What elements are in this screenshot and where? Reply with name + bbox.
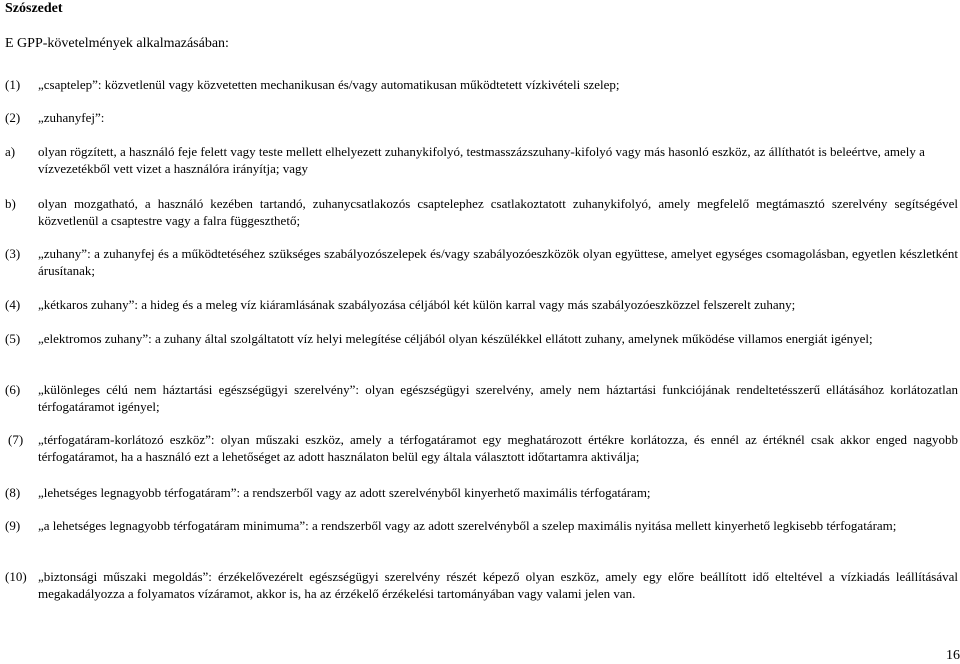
- item-text: „lehetséges legnagyobb térfogatáram”: a rendszerből vagy az adott szerelvényből kinyerhető maximális térfogatáram;: [38, 485, 651, 500]
- item-text: „térfogatáram-korlátozó eszköz”: olyan műszaki eszköz, amely a térfogatáramot egy meghatározott értékre korlátozza, és ennél az értéknél csak akkor enged nagyobb térfogatáramot, ha a használó ezt a lehetőséget az adott használaton belül egy általa választott időtartamra aktiválja;: [38, 432, 958, 464]
- item-number: a): [5, 144, 16, 159]
- item-number: (4): [5, 297, 21, 312]
- item-text: „a lehetséges legnagyobb térfogatáram minimuma”: a rendszerből vagy az adott szerelvényből a szelep maximális nyitása mellett kinyerhető legkisebb térfogatáram;: [38, 518, 897, 533]
- page-title: Szószedet: [5, 1, 63, 16]
- item-text: „különleges célú nem háztartási egészségügyi szerelvény”: olyan egészségügyi szerelvény, amely nem háztartási funkciójának rendeltetésszerű ellátásához korlátozatlan térfogatáramot igényel;: [38, 382, 958, 414]
- item-number: (10): [5, 569, 27, 584]
- item-text: „zuhany”: a zuhanyfej és a működtetéséhez szükséges szabályozószelepek és/vagy szabályozóeszközök olyan együttese, amelyet egységes csomagolásban, egyetlen készletként árusítanak;: [38, 246, 958, 278]
- item-text: „zuhanyfej”:: [38, 110, 105, 125]
- item-number: (1): [5, 77, 21, 92]
- item-text: olyan rögzített, a használó feje felett vagy teste mellett elhelyezett zuhanykifolyó, testmasszázszuhany-kifolyó vagy más hasonló eszköz, az állíthatót is beleértve, amely a vízvezetékből vett vizet a használóra irányítja; vagy: [38, 144, 925, 176]
- item-number: (5): [5, 331, 21, 346]
- item-number: (9): [5, 518, 21, 533]
- page-number: 16: [946, 648, 960, 663]
- item-text: „csaptelep”: közvetlenül vagy közvetetten mechanikusan és/vagy automatikusan működtetett vízkivételi szelep;: [38, 77, 620, 92]
- item-number: (7): [8, 432, 24, 447]
- item-number: (2): [5, 110, 21, 125]
- item-text: olyan mozgatható, a használó kezében tartandó, zuhanycsatlakozós csaptelephez csatlakoztatott zuhanykifolyó, amely megfelelő megtámasztó szerelvény segítségével közvetlenül a csaptestre vagy a falra függeszthető;: [38, 196, 958, 228]
- item-number: (3): [5, 246, 21, 261]
- intro-text: E GPP-követelmények alkalmazásában:: [5, 36, 229, 51]
- item-number: (6): [5, 382, 21, 397]
- item-number: b): [5, 196, 16, 211]
- item-text: „biztonsági műszaki megoldás”: érzékelővezérelt egészségügyi szerelvény részét képező olyan eszköz, amely egy előre beállított idő elteltével a vízkiadás leállításával megakadályozza a folyamatos vízáramot, akkor is, ha az érzékelő érzékelési tartományában vagy valami jelen van.: [38, 569, 958, 601]
- item-text: „kétkaros zuhany”: a hideg és a meleg víz kiáramlásának szabályozása céljából két külön karral vagy más szabályozóeszközzel felszerelt zuhany;: [38, 297, 796, 312]
- item-text: „elektromos zuhany”: a zuhany által szolgáltatott víz helyi melegítése céljából olyan készülékkel ellátott zuhany, amelynek működése villamos energiát igényel;: [38, 331, 873, 346]
- item-number: (8): [5, 485, 21, 500]
